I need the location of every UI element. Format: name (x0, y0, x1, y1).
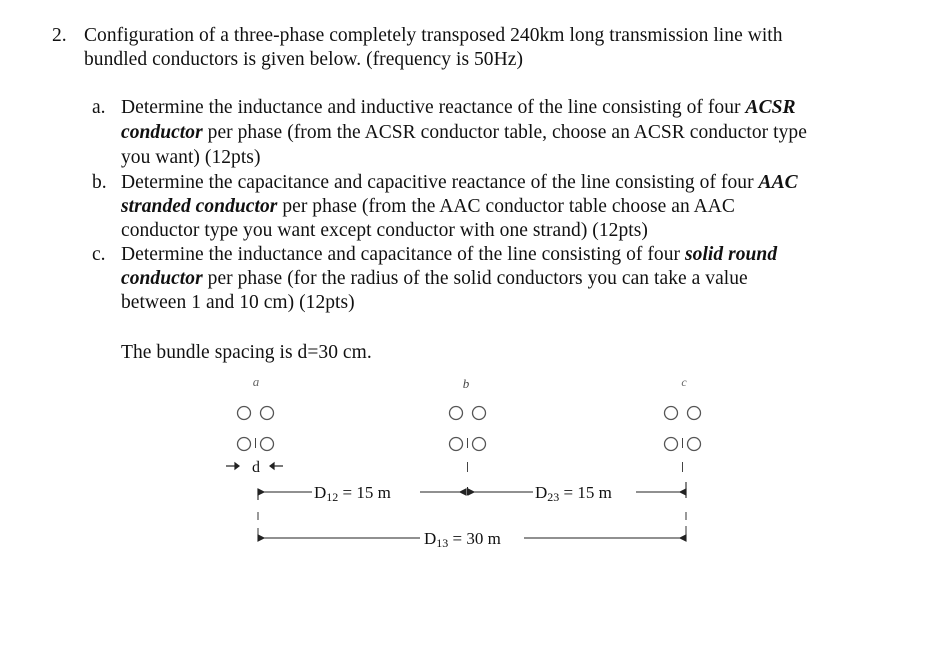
phase-label-a: a (252, 374, 260, 389)
text-run: you want) (12pts) (121, 147, 261, 168)
conductor-b-4 (473, 438, 486, 451)
emphasized-text: AAC (758, 172, 798, 193)
question-line-1: Configuration of a three-phase completely transposed 240km long transmission line with (84, 25, 783, 46)
emphasized-text: stranded conductor (121, 196, 278, 217)
part-a-label: a. (92, 97, 106, 118)
phase-label-c: c (681, 375, 687, 389)
conductor-c-1 (665, 407, 678, 420)
bundle-spacing-text: The bundle spacing is d=30 cm. (121, 342, 372, 363)
conductor-c-4 (688, 438, 701, 451)
text-run: per phase (from the ACSR conductor table, choose an ACSR conductor type (202, 122, 807, 143)
conductor-b-1 (450, 407, 463, 420)
d23-label: D23 = 15 m (535, 483, 612, 504)
spacing-label-d: d (252, 459, 260, 476)
part-c-label: c. (92, 244, 106, 265)
question-number: 2. (52, 25, 67, 46)
text-run: Determine the inductance and inductive reactance of the line consisting of four (121, 97, 746, 118)
text-run: Determine the inductance and capacitance of the line consisting of four (121, 244, 685, 265)
emphasized-text: ACSR (745, 97, 796, 118)
conductor-a-3 (238, 438, 251, 451)
question-line-2: bundled conductors is given below. (frequency is 50Hz) (84, 49, 523, 70)
text-run: per phase (from the AAC conductor table choose an AAC (277, 196, 735, 217)
text-run: per phase (for the radius of the solid conductors you can take a value (202, 268, 748, 289)
part-b-label: b. (92, 172, 107, 193)
text-run: conductor type you want except conductor with one strand) (12pts) (121, 220, 648, 241)
conductor-c-3 (665, 438, 678, 451)
emphasized-text: solid round (685, 244, 778, 265)
conductor-b-3 (450, 438, 463, 451)
conductor-b-2 (473, 407, 486, 420)
text-run: Determine the capacitance and capacitive reactance of the line consisting of four (121, 172, 759, 193)
conductor-c-2 (688, 407, 701, 420)
emphasized-text: conductor (121, 268, 203, 289)
phase-label-b: b (462, 376, 470, 391)
conductor-a-1 (238, 407, 251, 420)
emphasized-text: conductor (121, 122, 203, 143)
text-run: between 1 and 10 cm) (12pts) (121, 292, 355, 313)
d13-label: D13 = 30 m (424, 529, 501, 550)
d12-label: D12 = 15 m (314, 483, 391, 504)
conductor-a-2 (261, 407, 274, 420)
conductor-a-4 (261, 438, 274, 451)
